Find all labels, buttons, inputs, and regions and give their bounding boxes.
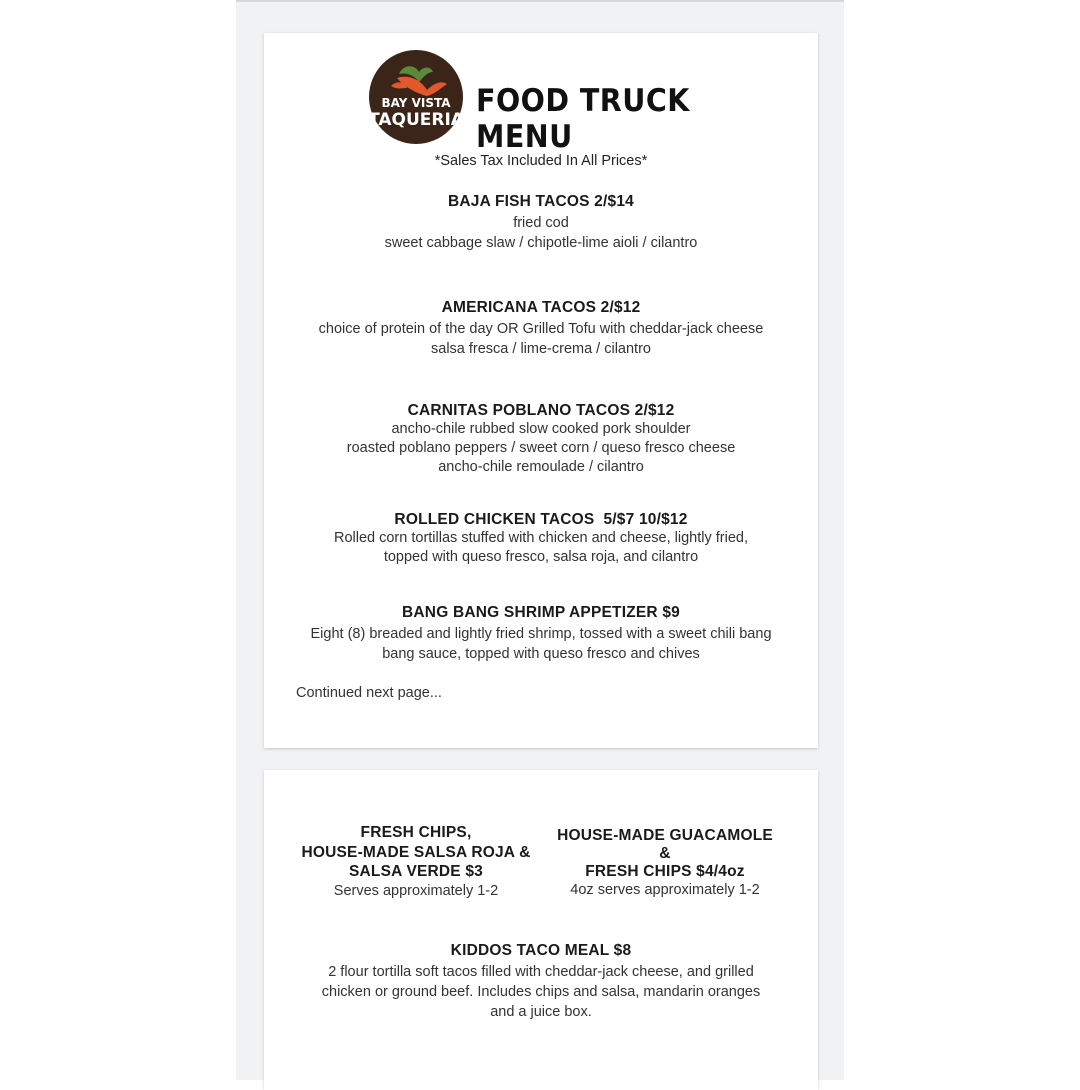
menu-item <box>264 193 818 253</box>
menu-item <box>264 604 818 664</box>
item-title: BAJA FISH TACOS 2/$14 <box>448 193 634 210</box>
menu-page-1 <box>264 33 818 748</box>
item-desc: ancho-chile remoulade / cilantro <box>438 459 644 475</box>
item-title: CARNITAS POBLANO TACOS 2/$12 <box>407 402 675 419</box>
item-desc: 4oz serves approximately 1-2 <box>570 882 760 898</box>
item-title: FRESH CHIPS, <box>360 824 472 841</box>
menu-title: FOOD TRUCK MENU <box>476 83 690 155</box>
item-desc: Rolled corn tortillas stuffed with chicken and cheese, lightly fried, <box>333 530 748 546</box>
menu-item <box>264 402 818 477</box>
tax-note: *Sales Tax Included In All Prices* <box>434 153 648 169</box>
item-title: & <box>659 845 671 862</box>
item-desc: and a juice box. <box>490 1004 592 1020</box>
logo-text-line1: BAY VISTA <box>381 96 451 110</box>
item-title: SALSA VERDE $3 <box>348 863 483 880</box>
item-title: AMERICANA TACOS 2/$12 <box>441 299 641 316</box>
continued-note: Continued next page... <box>296 685 442 701</box>
item-desc: fried cod <box>513 215 569 231</box>
item-desc: sweet cabbage slaw / chipotle-lime aioli / cilantro <box>384 235 698 251</box>
guacamole-item <box>550 827 780 900</box>
item-desc: Eight (8) breaded and lightly fried shrimp, tossed with a sweet chili bang <box>310 626 772 642</box>
kiddos-item <box>264 942 818 1022</box>
item-desc: roasted poblano peppers / sweet corn / queso fresco cheese <box>346 440 736 456</box>
item-desc: Serves approximately 1-2 <box>333 882 499 899</box>
menu-item <box>264 299 818 359</box>
item-desc: chicken or ground beef. Includes chips and salsa, mandarin oranges <box>321 984 761 1000</box>
item-desc: ancho-chile rubbed slow cooked pork shoulder <box>391 421 691 437</box>
chips-item <box>300 823 532 901</box>
item-desc: 2 flour tortilla soft tacos filled with cheddar-jack cheese, and grilled <box>328 964 754 980</box>
item-desc: salsa fresca / lime-crema / cilantro <box>431 341 651 357</box>
item-desc: bang sauce, topped with queso fresco and chives <box>382 646 700 662</box>
menu-item <box>264 511 818 567</box>
item-title: ROLLED CHICKEN TACOS 5/$7 10/$12 <box>394 511 688 528</box>
item-title: BANG BANG SHRIMP APPETIZER $9 <box>402 604 680 621</box>
item-desc: topped with queso fresco, salsa roja, and cilantro <box>383 549 699 565</box>
logo-text-line2: TAQUERIA <box>369 110 463 130</box>
item-title: FRESH CHIPS $4/4oz <box>585 863 745 880</box>
item-title: HOUSE-MADE GUACAMOLE <box>557 827 773 844</box>
taqueria-logo <box>369 50 463 144</box>
item-title: HOUSE-MADE SALSA ROJA & <box>301 843 531 861</box>
item-title: KIDDOS TACO MEAL $8 <box>450 942 632 959</box>
item-desc: choice of protein of the day OR Grilled Tofu with cheddar-jack cheese <box>318 321 764 337</box>
menu-page-2 <box>264 770 818 1090</box>
